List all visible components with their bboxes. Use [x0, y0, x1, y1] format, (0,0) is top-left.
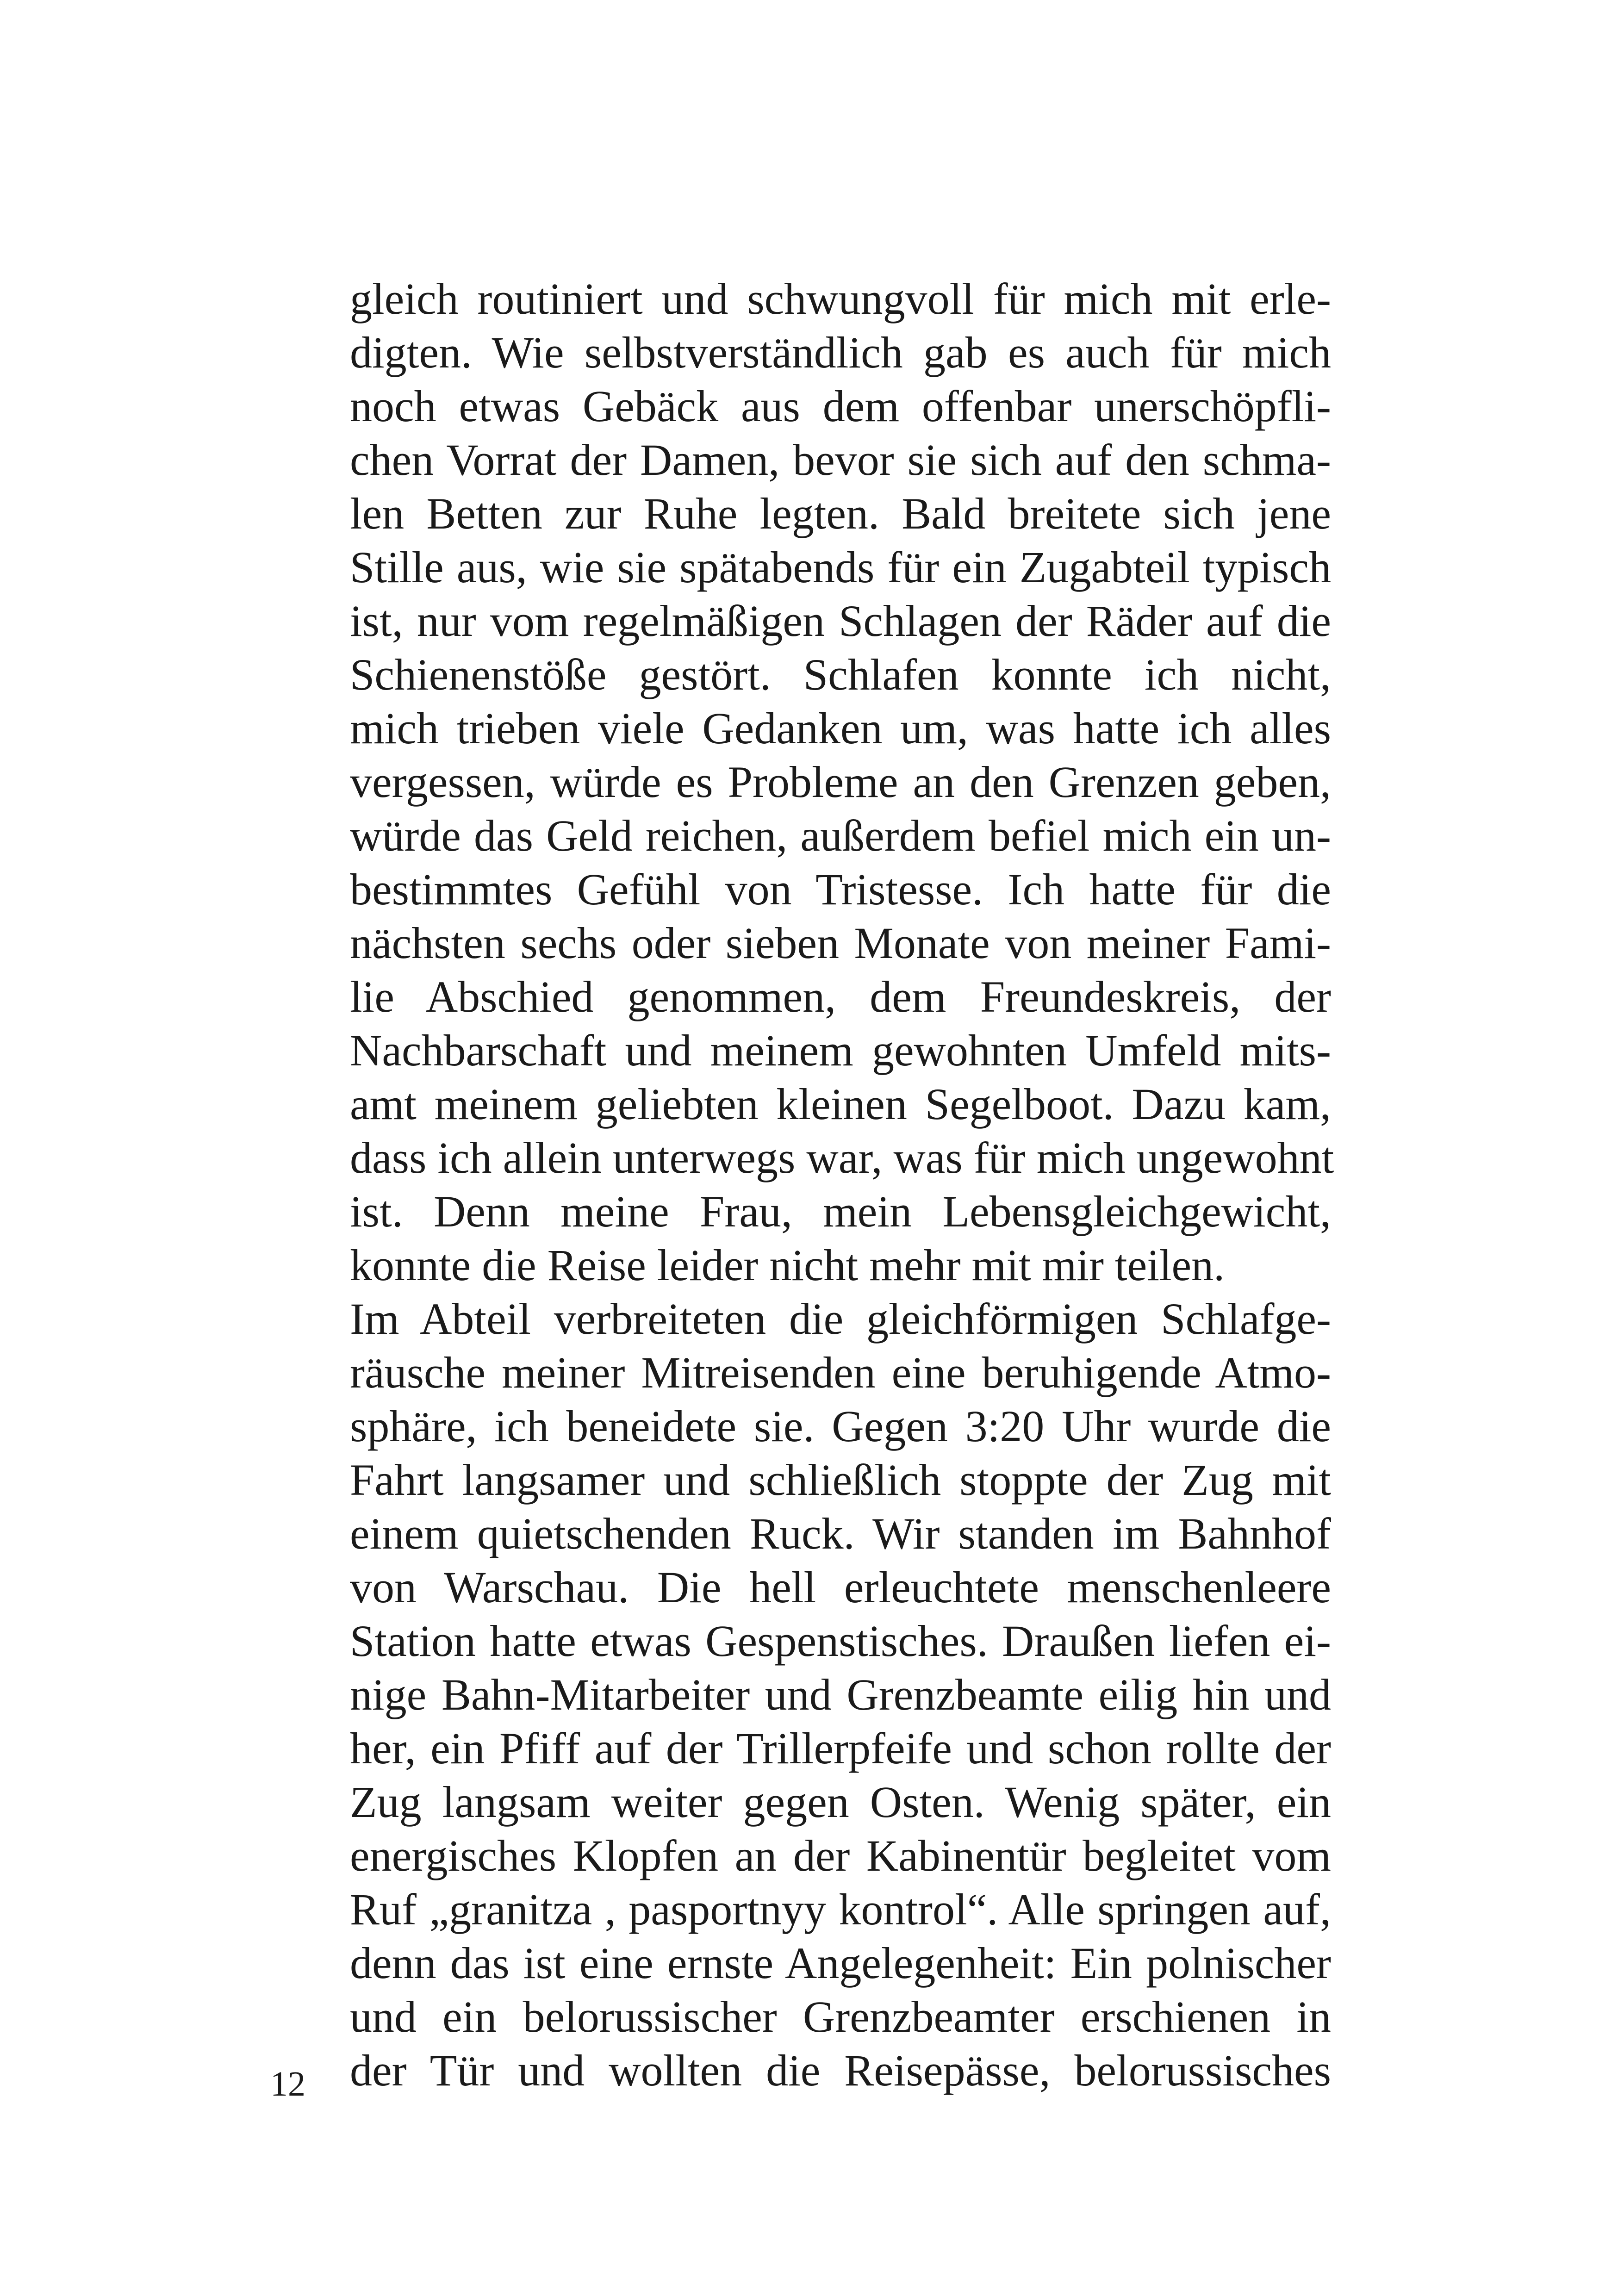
text-line: her, ein Pfiff auf der Trillerpfeife und schon rollte der	[350, 1724, 1331, 1773]
text-line: der Tür und wollten die Reisepässe, belorussisches	[350, 2046, 1331, 2095]
text-line: Ruf „granitza , pasportnyy kontrol“. Alle springen auf,	[350, 1885, 1331, 1934]
text-line: Stille aus, wie sie spätabends für ein Zugabteil typisch	[350, 542, 1331, 592]
text-line: sphäre, ich beneidete sie. Gegen 3:20 Uhr wurde die	[350, 1401, 1331, 1451]
body-text	[350, 272, 1334, 2097]
text-line: dass ich allein unterwegs war, was für mich ungewohnt	[350, 1133, 1334, 1182]
text-line: ist, nur vom regelmäßigen Schlagen der Räder auf die	[350, 596, 1331, 646]
text-line: denn das ist eine ernste Angelegenheit: Ein polnischer	[350, 1938, 1331, 1988]
text-line: würde das Geld reichen, außerdem befiel mich ein un-	[350, 811, 1331, 860]
text-line: bestimmtes Gefühl von Tristesse. Ich hatte für die	[350, 865, 1331, 914]
text-line: chen Vorrat der Damen, bevor sie sich auf den schma-	[350, 435, 1331, 485]
text-line: Station hatte etwas Gespenstisches. Draußen liefen ei-	[350, 1616, 1331, 1666]
text-line: mich trieben viele Gedanken um, was hatte ich alles	[350, 703, 1331, 753]
text-line: lie Abschied genommen, dem Freundeskreis, der	[350, 972, 1331, 1021]
text-line: ist. Denn meine Frau, mein Lebensgleichgewicht,	[350, 1187, 1331, 1236]
text-line: amt meinem geliebten kleinen Segelboot. Dazu kam,	[350, 1079, 1331, 1129]
text-line: und ein belorussischer Grenzbeamter erschienen in	[350, 1992, 1331, 2041]
text-line: Zug langsam weiter gegen Osten. Wenig später, ein	[350, 1777, 1331, 1827]
text-line: digten. Wie selbstverständlich gab es auch für mich	[350, 328, 1331, 377]
text-line: Fahrt langsamer und schließlich stoppte der Zug mit	[350, 1455, 1331, 1505]
text-line: gleich routiniert und schwungvoll für mich mit erle-	[350, 274, 1331, 324]
text-line: Nachbarschaft und meinem gewohnten Umfeld mits-	[350, 1026, 1331, 1075]
text-line: von Warschau. Die hell erleuchtete menschenleere	[350, 1562, 1331, 1612]
text-line: konnte die Reise leider nicht mehr mit mir teilen.	[350, 1240, 1225, 1290]
text-line: Im Abteil verbreiteten die gleichförmigen Schlafge-	[350, 1294, 1331, 1344]
text-line: energisches Klopfen an der Kabinentür begleitet vom	[350, 1831, 1331, 1880]
text-line: nächsten sechs oder sieben Monate von meiner Fami-	[350, 918, 1331, 968]
page-number: 12	[270, 2065, 305, 2103]
text-line: Schienenstöße gestört. Schlafen konnte ich nicht,	[350, 650, 1331, 699]
text-line: vergessen, würde es Probleme an den Grenzen geben,	[350, 757, 1331, 807]
text-line: einem quietschenden Ruck. Wir standen im Bahnhof	[350, 1509, 1331, 1558]
text-line: noch etwas Gebäck aus dem offenbar unerschöpfli-	[350, 381, 1331, 431]
text-line: len Betten zur Ruhe legten. Bald breitete sich jene	[350, 489, 1331, 538]
text-line: nige Bahn-Mitarbeiter und Grenzbeamte eilig hin und	[350, 1670, 1331, 1719]
text-line: räusche meiner Mitreisenden eine beruhigende Atmo-	[350, 1348, 1331, 1397]
